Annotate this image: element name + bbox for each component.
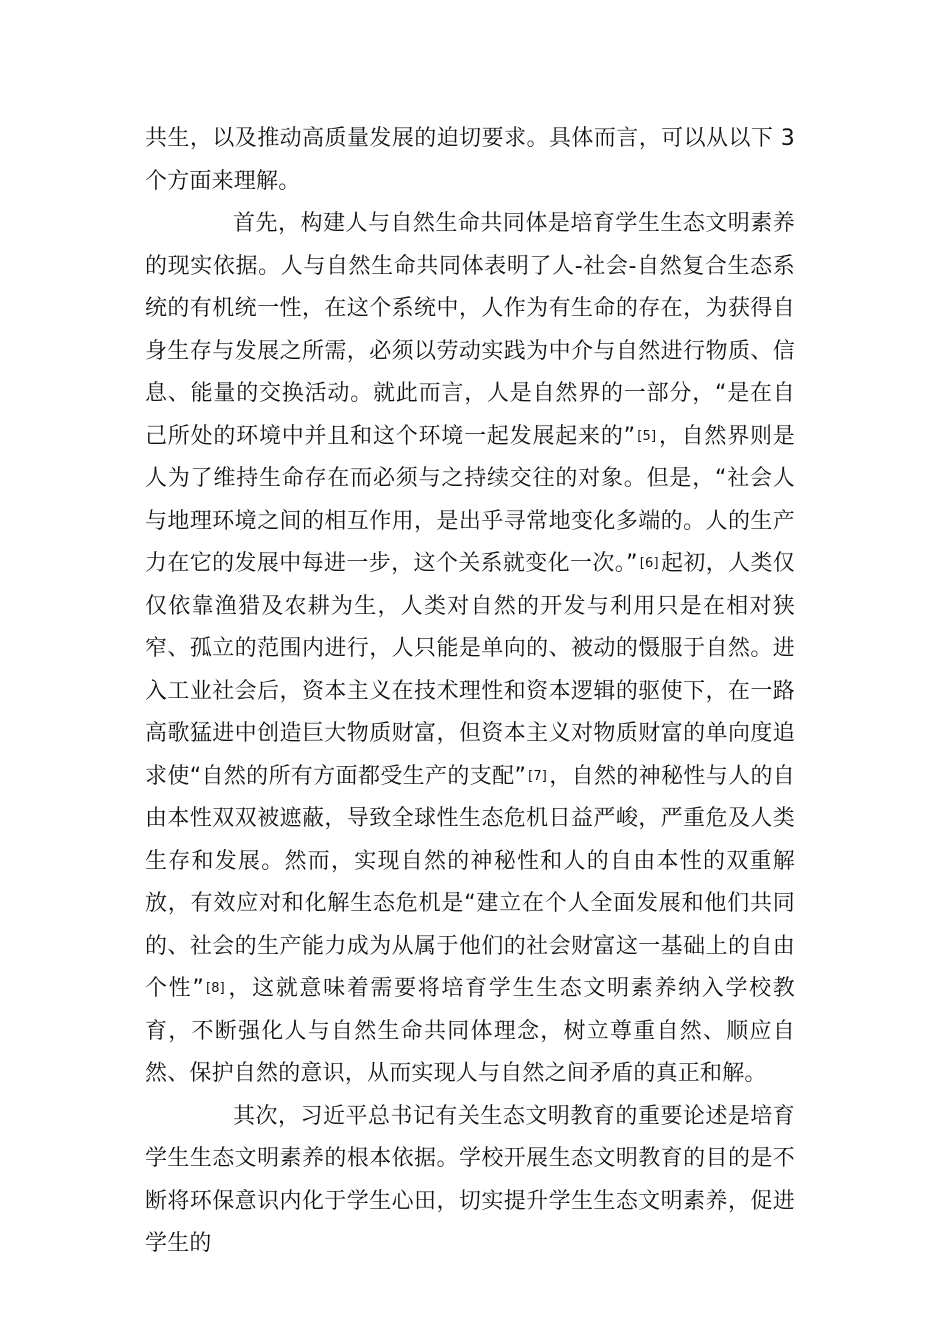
citation-marker: [6] [639, 556, 659, 571]
paragraph-3 [145, 1096, 795, 1266]
paragraph-2 [145, 203, 795, 1096]
paragraph-text: 首先，构建人与自然生命共同体是培育学生生态文明素养的现实依据。人与自然生命共同体表明了人-社会-自然复合生态系统的有机统一性，在这个系统中，人作为有生命的存在，为获得自身生存与发展之所需，必须以劳动实践为中介与自然进行物质、信息、能量的交换活动。就此而言，人是自然界的一部分，“是在自己所处的环境中并且和这个环境一起发展起来的” [145, 211, 795, 449]
citation-marker: [8] [205, 981, 225, 996]
paragraph-text: 其次，习近平总书记有关生态文明教育的重要论述是培育学生生态文明素养的根本依据。学校开展生态文明教育的目的是不断将环保意识内化于学生心田，切实提升学生生态文明素养，促进学生的 [145, 1103, 795, 1256]
paragraph-text: 共生，以及推动高质量发展的迫切要求。具体而言，可以从以下 3 个方面来理解。 [145, 126, 795, 194]
paragraph-text: 起初，人类仅仅依靠渔猎及农耕为生，人类对自然的开发与利用只是在相对狭窄、孤立的范围内进行，人只能是单向的、被动的慑服于自然。进入工业社会后，资本主义在技术理性和资本逻辑的驱使下，在一路高歌猛进中创造巨大物质财富，但资本主义对物质财富的单向度追求使“自然的所有方面都受生产的支配” [145, 551, 796, 789]
citation-marker: [5] [637, 428, 657, 444]
document-body [145, 118, 795, 1266]
paragraph-1 [145, 118, 795, 203]
citation-marker: [7] [528, 768, 548, 784]
paragraph-text: ，自然的神秘性与人的自由本性双双被遮蔽，导致全球性生态危机日益严峻，严重危及人类生存和发展。然而，实现自然的神秘性和人的自由本性的双重解放，有效应对和化解生态危机是“建立在个人全面发展和他们共同的、社会的生产能力成为从属于他们的社会财富这一基础上的自由个性” [145, 763, 795, 1001]
paragraph-text: ，自然界则是人为了维持生命存在而必须与之持续交往的对象。但是，“社会人与地理环境之间的相互作用，是出乎寻常地变化多端的。人的生产力在它的发展中每进一步，这个关系就变化一次。” [145, 423, 795, 576]
paragraph-text: ，这就意味着需要将培育学生生态文明素养纳入学校教育，不断强化人与自然生命共同体理念，树立尊重自然、顺应自然、保护自然的意识，从而实现人与自然之间矛盾的真正和解。 [145, 976, 795, 1086]
